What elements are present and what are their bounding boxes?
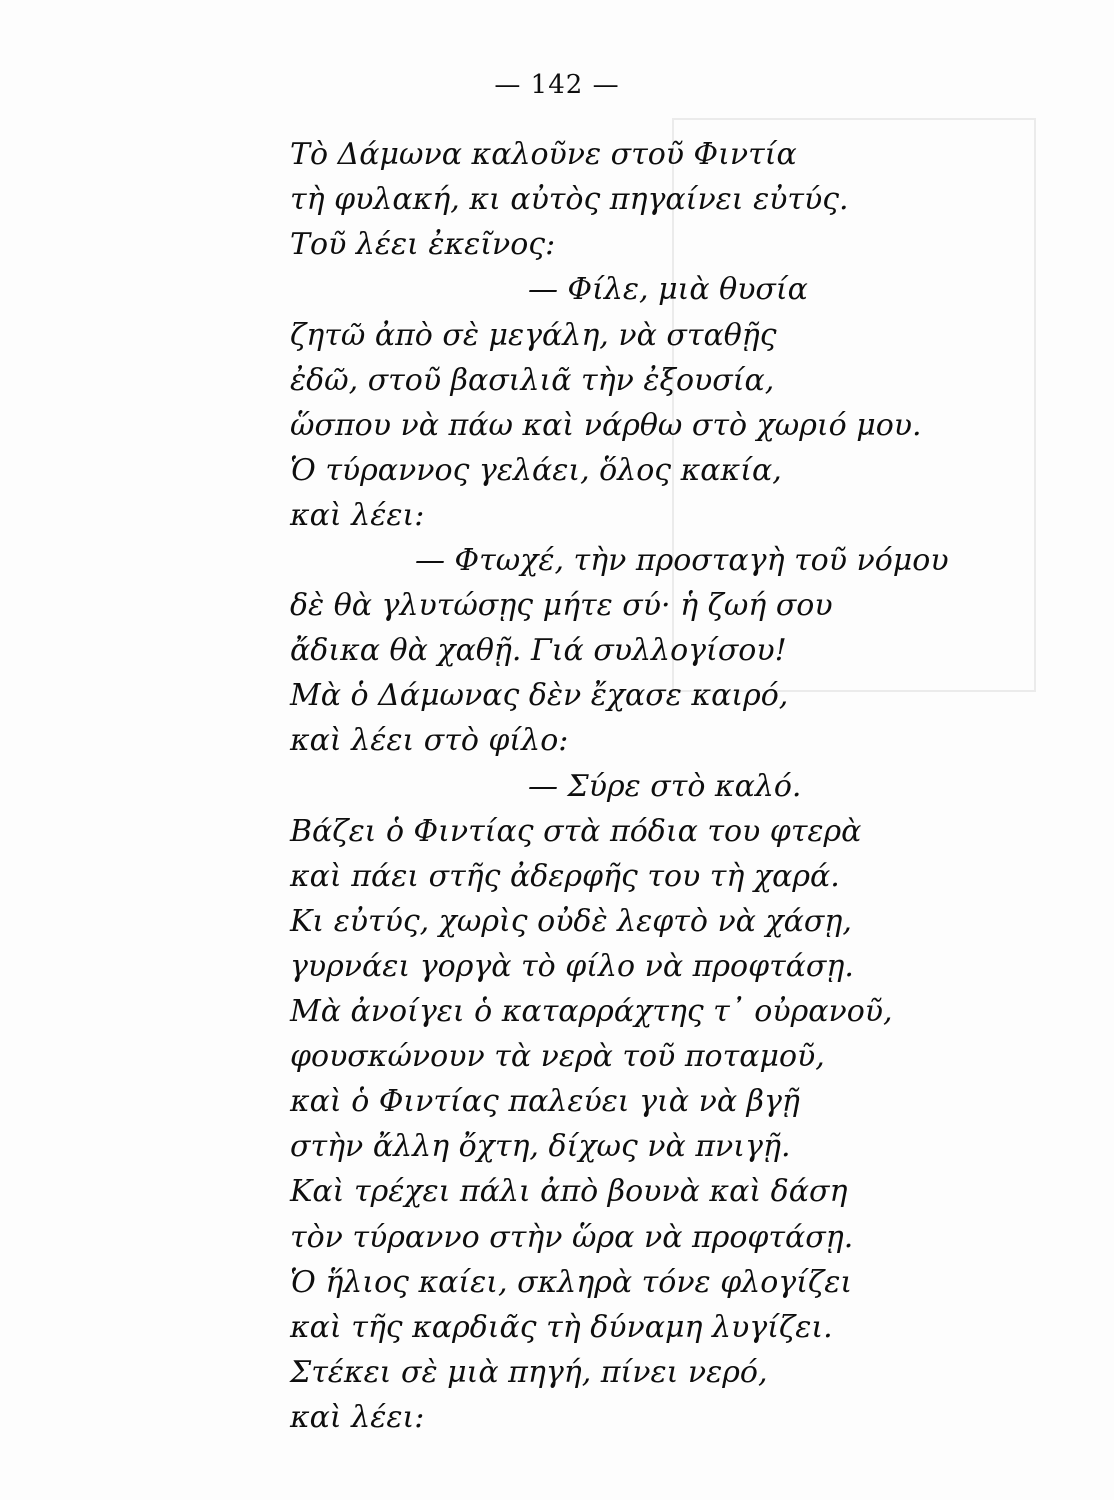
- poem-line: καὶ τῆς καρδιᾶς τὴ δύναμη λυγίζει.: [290, 1310, 833, 1345]
- poem-line: Μὰ ἀνοίγει ὁ καταρράχτης τ᾽ οὐρανοῦ,: [290, 994, 893, 1029]
- poem-line: Τοῦ λέει ἐκεῖνος:: [290, 227, 556, 262]
- poem-line: Βάζει ὁ Φιντίας στὰ πόδια του φτερὰ: [290, 814, 862, 849]
- poem-line: Καὶ τρέχει πάλι ἀπὸ βουνὰ καὶ δάση: [290, 1174, 848, 1209]
- poem-line: στὴν ἄλλη ὄχτη, δίχως νὰ πνιγῇ.: [290, 1129, 791, 1164]
- poem-line: καὶ λέει:: [290, 498, 425, 533]
- poem-line: καὶ λέει στὸ φίλο:: [290, 723, 569, 758]
- poem-line: — Σύρε στὸ καλό.: [528, 769, 802, 804]
- poem-line: Μὰ ὁ Δάμωνας δὲν ἔχασε καιρό,: [290, 678, 789, 713]
- poem-line: Κι εὐτύς, χωρὶς οὐδὲ λεφτὸ νὰ χάσῃ,: [290, 904, 852, 939]
- poem-line: δὲ θὰ γλυτώσῃς μήτε σύ· ἡ ζωή σου: [290, 588, 833, 623]
- poem-line: Στέκει σὲ μιὰ πηγή, πίνει νερό,: [290, 1355, 768, 1390]
- page-number: — 142 —: [494, 70, 620, 100]
- poem-line: τὴ φυλακή, κι αὐτὸς πηγαίνει εὐτύς.: [290, 182, 849, 217]
- poem-line: — Φτωχέ, τὴν προσταγὴ τοῦ νόμου: [415, 543, 949, 578]
- poem-line: φουσκώνουν τὰ νερὰ τοῦ ποταμοῦ,: [290, 1039, 825, 1074]
- poem-line: — Φίλε, μιὰ θυσία: [528, 272, 808, 307]
- poem-line: καὶ λέει:: [290, 1400, 425, 1435]
- poem-line: Ὁ τύραννος γελάει, ὅλος κακία,: [290, 453, 782, 488]
- poem-line: καὶ πάει στῆς ἀδερφῆς του τὴ χαρά.: [290, 859, 840, 894]
- poem-line: γυρνάει γοργὰ τὸ φίλο νὰ προφτάσῃ.: [290, 949, 854, 984]
- poem-line: τὸν τύραννο στὴν ὥρα νὰ προφτάσῃ.: [290, 1220, 854, 1255]
- poem-line: καὶ ὁ Φιντίας παλεύει γιὰ νὰ βγῇ: [290, 1084, 800, 1119]
- poem-line: Ὁ ἥλιος καίει, σκληρὰ τόνε φλογίζει: [290, 1265, 853, 1300]
- poem-line: ζητῶ ἀπὸ σὲ μεγάλη, νὰ σταθῇς: [290, 318, 777, 353]
- poem-line: Τὸ Δάμωνα καλοῦνε στοῦ Φιντία: [290, 137, 797, 172]
- poem-line: ἐδῶ, στοῦ βασιλιᾶ τὴν ἐξουσία,: [290, 363, 775, 398]
- poem-line: ἄδικα θὰ χαθῇ. Γιά συλλογίσου!: [290, 633, 787, 668]
- poem-line: ὥσπου νὰ πάω καὶ νάρθω στὸ χωριό μου.: [290, 408, 922, 443]
